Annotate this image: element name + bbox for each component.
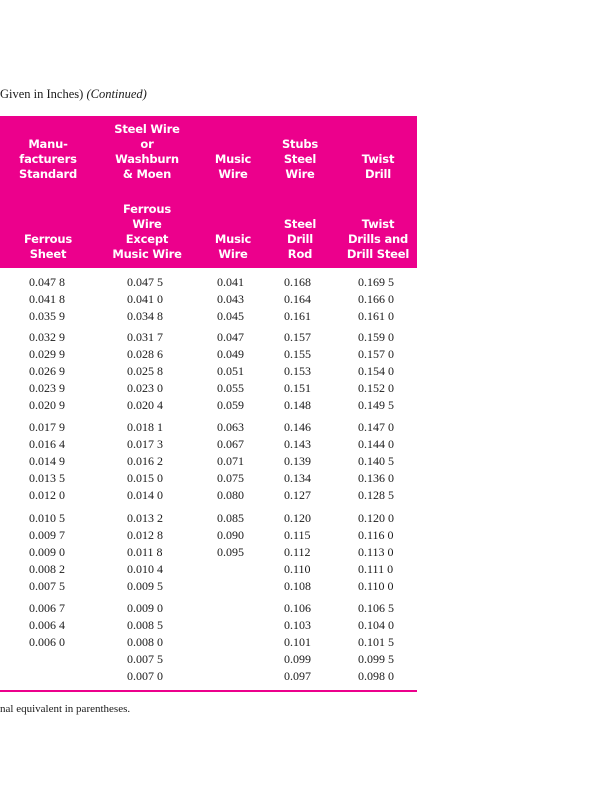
table-cell: 0.008 2 bbox=[29, 562, 65, 576]
table-cell: 0.041 0 bbox=[127, 292, 163, 306]
table-cell: 0.006 7 bbox=[29, 601, 65, 615]
table-row bbox=[0, 471, 417, 488]
table-cell: 0.151 bbox=[284, 381, 311, 395]
table-cell: 0.016 2 bbox=[127, 454, 163, 468]
table-cell: 0.063 bbox=[217, 420, 244, 434]
table-cell: 0.012 0 bbox=[29, 488, 65, 502]
table-cell: 0.067 bbox=[217, 437, 244, 451]
table-cell: 0.116 0 bbox=[358, 528, 394, 542]
table-row bbox=[0, 398, 417, 415]
table-header bbox=[0, 116, 417, 268]
table-cell: 0.157 0 bbox=[358, 347, 394, 361]
table-cell: 0.101 5 bbox=[358, 635, 394, 649]
table-cell: 0.043 bbox=[217, 292, 244, 306]
table-cell: 0.149 5 bbox=[358, 398, 394, 412]
table-cell: 0.007 5 bbox=[29, 579, 65, 593]
table-cell: 0.164 bbox=[284, 292, 311, 306]
table-cell: 0.047 bbox=[217, 330, 244, 344]
header-twist-drill: Twist Drill bbox=[361, 152, 395, 181]
header-ferrous-sheet: Ferrous Sheet bbox=[23, 232, 73, 261]
table-cell: 0.012 8 bbox=[127, 528, 163, 542]
table-cell: 0.110 bbox=[284, 562, 311, 576]
table-cell: 0.035 9 bbox=[29, 309, 65, 323]
table-cell: 0.009 0 bbox=[127, 601, 163, 615]
table-cell: 0.098 0 bbox=[358, 669, 394, 683]
table-row bbox=[0, 454, 417, 471]
table-row bbox=[0, 511, 417, 528]
table-row bbox=[0, 545, 417, 562]
bottom-rule bbox=[0, 690, 417, 692]
footnote: nal equivalent in parentheses. bbox=[0, 703, 131, 715]
table-cell: 0.045 bbox=[217, 309, 244, 323]
table-cell: 0.049 bbox=[217, 347, 244, 361]
table-cell: 0.007 0 bbox=[127, 669, 163, 683]
caption-continued: (Continued) bbox=[86, 87, 147, 101]
table-row bbox=[0, 292, 417, 309]
table-cell: 0.103 bbox=[284, 618, 311, 632]
table-cell: 0.134 bbox=[284, 471, 311, 485]
table-row bbox=[0, 601, 417, 618]
table-cell: 0.009 7 bbox=[29, 528, 65, 542]
table-cell: 0.154 0 bbox=[358, 364, 394, 378]
table-cell: 0.144 0 bbox=[358, 437, 394, 451]
table-cell: 0.014 9 bbox=[29, 454, 65, 468]
table-cell: 0.127 bbox=[284, 488, 311, 502]
table-cell: 0.011 8 bbox=[127, 545, 163, 559]
table-row bbox=[0, 618, 417, 635]
table-cell: 0.016 4 bbox=[29, 437, 65, 451]
table-cell: 0.128 5 bbox=[358, 488, 394, 502]
table-cell: 0.059 bbox=[217, 398, 244, 412]
table-cell: 0.169 5 bbox=[358, 275, 394, 289]
table-cell: 0.153 bbox=[284, 364, 311, 378]
table-cell: 0.090 bbox=[217, 528, 244, 542]
table-cell: 0.111 0 bbox=[358, 562, 394, 576]
table-cell: 0.136 0 bbox=[358, 471, 394, 485]
table-row bbox=[0, 669, 417, 686]
table-cell: 0.023 0 bbox=[127, 381, 163, 395]
table-cell: 0.013 2 bbox=[127, 511, 163, 525]
table-cell: 0.014 0 bbox=[127, 488, 163, 502]
table-cell: 0.009 5 bbox=[127, 579, 163, 593]
table-row bbox=[0, 347, 417, 364]
table-cell: 0.028 6 bbox=[127, 347, 163, 361]
table-cell: 0.047 8 bbox=[29, 275, 65, 289]
table-cell: 0.055 bbox=[217, 381, 244, 395]
table-row bbox=[0, 579, 417, 596]
table-cell: 0.166 0 bbox=[358, 292, 394, 306]
table-cell: 0.120 bbox=[284, 511, 311, 525]
table-cell: 0.015 0 bbox=[127, 471, 163, 485]
header-music-wire: Music Wire bbox=[214, 152, 252, 181]
table-cell: 0.051 bbox=[217, 364, 244, 378]
table-cell: 0.006 0 bbox=[29, 635, 65, 649]
table-row bbox=[0, 381, 417, 398]
table-cell: 0.013 5 bbox=[29, 471, 65, 485]
table-cell: 0.026 9 bbox=[29, 364, 65, 378]
table-cell: 0.106 bbox=[284, 601, 311, 615]
table-row bbox=[0, 652, 417, 669]
header-twist-drills-drill-steel: Twist Drills and Drill Steel bbox=[346, 217, 410, 261]
table-cell: 0.020 9 bbox=[29, 398, 65, 412]
header-manufacturers-standard: Manu- facturers Standard bbox=[18, 137, 78, 181]
table-cell: 0.008 0 bbox=[127, 635, 163, 649]
table-cell: 0.017 9 bbox=[29, 420, 65, 434]
table-cell: 0.017 3 bbox=[127, 437, 163, 451]
table-cell: 0.075 bbox=[217, 471, 244, 485]
table-cell: 0.006 4 bbox=[29, 618, 65, 632]
table-cell: 0.041 8 bbox=[29, 292, 65, 306]
table-row bbox=[0, 562, 417, 579]
table-cell: 0.159 0 bbox=[358, 330, 394, 344]
table-cell: 0.152 0 bbox=[358, 381, 394, 395]
table-cell: 0.101 bbox=[284, 635, 311, 649]
table-cell: 0.104 0 bbox=[358, 618, 394, 632]
table-cell: 0.108 bbox=[284, 579, 311, 593]
table-cell: 0.143 bbox=[284, 437, 311, 451]
table-cell: 0.112 bbox=[284, 545, 311, 559]
table-cell: 0.023 9 bbox=[29, 381, 65, 395]
table-cell: 0.085 bbox=[217, 511, 244, 525]
table-cell: 0.161 bbox=[284, 309, 311, 323]
table-cell: 0.010 4 bbox=[127, 562, 163, 576]
header-ferrous-wire-except-music-wire: Ferrous Wire Except Music Wire bbox=[112, 202, 182, 261]
caption-text: Given in Inches) bbox=[0, 87, 87, 101]
table-row bbox=[0, 364, 417, 381]
table-cell: 0.080 bbox=[217, 488, 244, 502]
table-row bbox=[0, 420, 417, 437]
table-row bbox=[0, 488, 417, 505]
header-music-wire-lower: Music Wire bbox=[214, 232, 252, 261]
table-cell: 0.029 9 bbox=[29, 347, 65, 361]
table-cell: 0.106 5 bbox=[358, 601, 394, 615]
table-cell: 0.120 0 bbox=[358, 511, 394, 525]
table-cell: 0.047 5 bbox=[127, 275, 163, 289]
table-cell: 0.168 bbox=[284, 275, 311, 289]
table-cell: 0.020 4 bbox=[127, 398, 163, 412]
table-row bbox=[0, 330, 417, 347]
table-cell: 0.032 9 bbox=[29, 330, 65, 344]
table-cell: 0.034 8 bbox=[127, 309, 163, 323]
table-cell: 0.018 1 bbox=[127, 420, 163, 434]
table-cell: 0.009 0 bbox=[29, 545, 65, 559]
table-cell: 0.147 0 bbox=[358, 420, 394, 434]
table-cell: 0.025 8 bbox=[127, 364, 163, 378]
header-stubs-steel-wire: Stubs Steel Wire bbox=[281, 137, 319, 181]
table-cell: 0.139 bbox=[284, 454, 311, 468]
header-steel-wire-washburn-moen: Steel Wire or Washburn & Moen bbox=[114, 122, 180, 181]
table-cell: 0.097 bbox=[284, 669, 311, 683]
table-cell: 0.115 bbox=[284, 528, 311, 542]
table-cell: 0.071 bbox=[217, 454, 244, 468]
table-cell: 0.110 0 bbox=[358, 579, 394, 593]
table-cell: 0.099 bbox=[284, 652, 311, 666]
table-cell: 0.155 bbox=[284, 347, 311, 361]
table-row bbox=[0, 528, 417, 545]
table-cell: 0.146 bbox=[284, 420, 311, 434]
table-cell: 0.007 5 bbox=[127, 652, 163, 666]
table-cell: 0.099 5 bbox=[358, 652, 394, 666]
table-cell: 0.010 5 bbox=[29, 511, 65, 525]
table-cell: 0.148 bbox=[284, 398, 311, 412]
table-cell: 0.140 5 bbox=[358, 454, 394, 468]
table-row bbox=[0, 275, 417, 292]
table-cell: 0.157 bbox=[284, 330, 311, 344]
table-row bbox=[0, 635, 417, 652]
table-cell: 0.041 bbox=[217, 275, 244, 289]
table-cell: 0.095 bbox=[217, 545, 244, 559]
table-row bbox=[0, 309, 417, 326]
table-cell: 0.008 5 bbox=[127, 618, 163, 632]
table-caption bbox=[0, 87, 147, 102]
table-cell: 0.031 7 bbox=[127, 330, 163, 344]
table-row bbox=[0, 437, 417, 454]
table-cell: 0.161 0 bbox=[358, 309, 394, 323]
table-cell: 0.113 0 bbox=[358, 545, 394, 559]
header-steel-drill-rod: Steel Drill Rod bbox=[283, 217, 317, 261]
